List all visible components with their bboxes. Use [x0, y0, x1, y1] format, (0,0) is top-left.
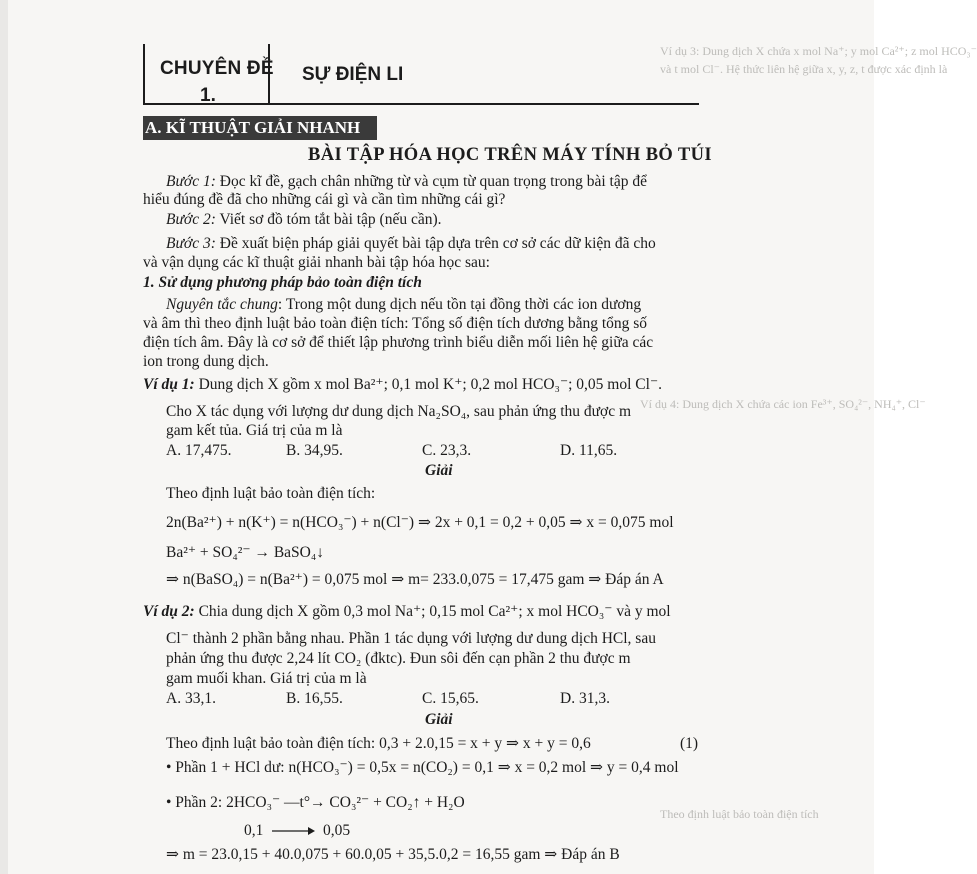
principle-text: : Trong một dung dịch nếu tồn tại đồng thời các ion dương: [277, 296, 642, 313]
example-1-line-3: gam kết tủa. Giá trị của m là: [166, 422, 343, 439]
step-2: [166, 211, 442, 229]
example-1-line-1: [143, 376, 662, 394]
example-1-text: Dung dịch X gồm x mol Ba²⁺; 0,1 mol K⁺; 0,2 mol HCO₃⁻; 0,05 mol Cl⁻.: [194, 376, 662, 393]
chapter-label: CHUYÊN ĐỀ: [160, 58, 274, 79]
example-2-solution-line-3: • Phần 2: 2HCO₃⁻ —t°→ CO₃²⁻ + CO₂↑ + H₂O: [166, 794, 465, 811]
example-1-line-2: Cho X tác dụng với lượng dư dung dịch Na₂SO₄, sau phản ứng thu được m: [166, 403, 632, 420]
step-3-continued: và vận dụng các kĩ thuật giải nhanh bài tập hóa học sau:: [143, 254, 490, 271]
example-1-solution-line-1: Theo định luật bảo toàn điện tích:: [166, 485, 376, 502]
principle-line-4: ion trong dung dịch.: [143, 353, 269, 370]
example-2-text: Chia dung dịch X gồm 0,3 mol Na⁺; 0,15 mol Ca²⁺; x mol HCO₃⁻ và y mol: [194, 603, 671, 620]
header-bottom-rule: [143, 103, 699, 105]
example-2-solution-heading: Giải: [425, 711, 453, 728]
example-2-ratio-left: 0,1: [244, 822, 264, 839]
example-2-line-2: Cl⁻ thành 2 phần bằng nhau. Phần 1 tác dụng với lượng dư dung dịch HCl, sau: [166, 630, 656, 647]
example-2-label: Ví dụ 2:: [143, 603, 195, 620]
example-1-solution-line-4: ⇒ n(BaSO₄) = n(Ba²⁺) = 0,075 mol ⇒ m= 233.0,075 = 17,475 gam ⇒ Đáp án A: [166, 571, 664, 588]
step-3: [166, 235, 656, 253]
example-2-option-a: A. 33,1.: [166, 690, 216, 707]
header-left-rule: [143, 44, 145, 104]
step-1: [166, 173, 647, 191]
step-1-text: Đọc kĩ đề, gạch chân những từ và cụm từ quan trọng trong bài tập để: [215, 173, 647, 190]
example-2-option-b: B. 16,55.: [286, 690, 343, 707]
reaction-arrow-icon: [270, 826, 316, 836]
chapter-title: SỰ ĐIỆN LI: [302, 64, 404, 85]
step-3-label: Bước 3:: [166, 235, 216, 252]
principle-label: Nguyên tắc chung: [166, 296, 278, 313]
example-1-option-d: D. 11,65.: [560, 442, 618, 459]
step-1-label: Bước 1:: [166, 173, 216, 190]
example-2-ratio-right: 0,05: [323, 822, 351, 839]
example-1-label: Ví dụ 1:: [143, 376, 195, 393]
step-1-continued: hiểu đúng đề đã cho những cái gì và cần tìm những cái gì?: [143, 191, 506, 208]
example-2-solution-line-2: • Phần 1 + HCl dư: n(HCO₃⁻) = 0,5x = n(CO₂) = 0,1 ⇒ x = 0,2 mol ⇒ y = 0,4 mol: [166, 759, 679, 776]
bleed-through-text: và t mol Cl⁻. Hệ thức liên hệ giữa x, y, z, t được xác định là: [660, 62, 948, 76]
bleed-through-text: Ví dụ 3: Dung dịch X chứa x mol Na⁺; y mol Ca²⁺; z mol HCO₃⁻: [660, 44, 977, 58]
principle-line-2: và âm thì theo định luật bảo toàn điện tích: Tổng số điện tích dương bằng tổng số: [143, 315, 648, 332]
example-1-solution-line-2: 2n(Ba²⁺) + n(K⁺) = n(HCO₃⁻) + n(Cl⁻) ⇒ 2x + 0,1 = 0,2 + 0,05 ⇒ x = 0,075 mol: [166, 514, 674, 531]
step-2-text: Viết sơ đồ tóm tắt bài tập (nếu cần).: [215, 211, 442, 228]
chapter-number: 1.: [200, 85, 216, 106]
section-heading: A. KĨ THUẬT GIẢI NHANH: [143, 116, 377, 140]
method-title: 1. Sử dụng phương pháp bảo toàn điện tích: [143, 274, 422, 291]
example-2-option-d: D. 31,3.: [560, 690, 610, 707]
principle-line-3: điện tích âm. Đây là cơ sở để thiết lập phương trình biểu diễn mối liên hệ giữa các: [143, 334, 654, 351]
example-1-solution-heading: Giải: [425, 462, 453, 479]
example-1-option-c: C. 23,3.: [422, 442, 472, 459]
example-1-solution-line-3: Ba²⁺ + SO₄²⁻ → BaSO₄↓: [166, 544, 325, 561]
example-2-line-3: phản ứng thu được 2,24 lít CO₂ (đktc). Đun sôi đến cạn phần 2 thu được m: [166, 650, 631, 667]
example-2-solution-final: ⇒ m = 23.0,15 + 40.0,075 + 60.0,05 + 35,5.0,2 = 16,55 gam ⇒ Đáp án B: [166, 846, 620, 863]
section-subtitle: BÀI TẬP HÓA HỌC TRÊN MÁY TÍNH BỎ TÚI: [308, 145, 713, 165]
bleed-through-text: Ví dụ 4: Dung dịch X chứa các ion Fe³⁺, SO₄²⁻, NH₄⁺, Cl⁻: [640, 397, 926, 411]
example-1-option-a: A. 17,475.: [166, 442, 232, 459]
example-1-option-b: B. 34,95.: [286, 442, 343, 459]
example-2-option-c: C. 15,65.: [422, 690, 479, 707]
step-2-label: Bước 2:: [166, 211, 216, 228]
step-3-text: Đề xuất biện pháp giải quyết bài tập dựa trên cơ sở các dữ kiện đã cho: [215, 235, 656, 252]
example-2-solution-line-1: Theo định luật bảo toàn điện tích: 0,3 + 2.0,15 = x + y ⇒ x + y = 0,6: [166, 735, 591, 752]
bleed-through-text: Theo định luật bảo toàn điện tích: [660, 807, 819, 821]
principle-line-1: [166, 296, 641, 314]
example-2-line-1: [143, 603, 671, 621]
equation-tag: (1): [680, 735, 699, 752]
page-binding-shadow: [0, 0, 8, 874]
example-2-line-4: gam muối khan. Giá trị của m là: [166, 670, 367, 687]
